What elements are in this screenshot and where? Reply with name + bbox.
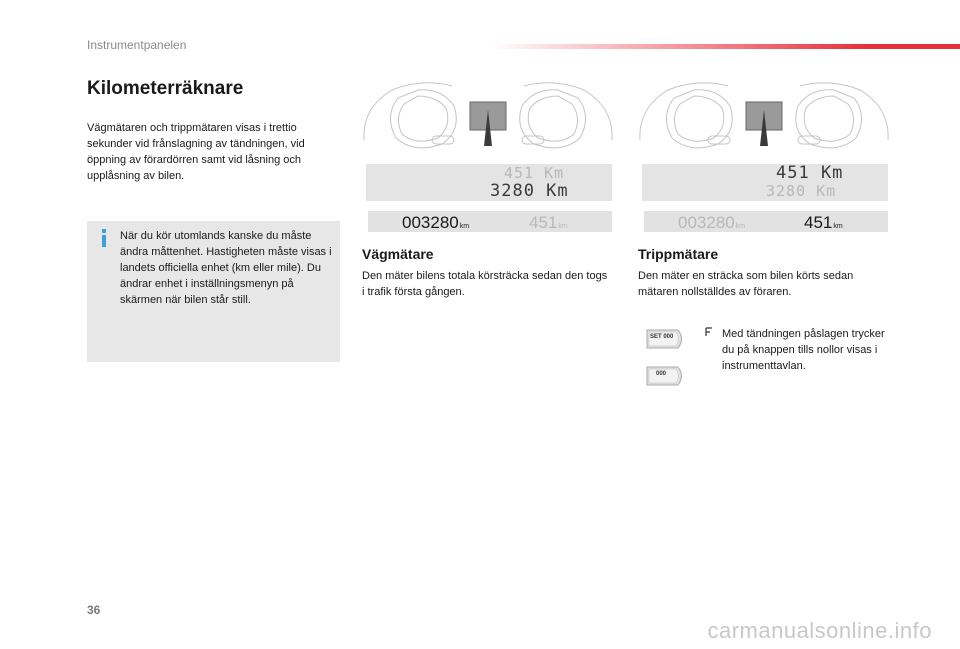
trip-total-unit: km	[735, 223, 746, 230]
info-text: När du kör utomlands kanske du måste ändra måttenhet. Hastigheten måste visas i landets officiella enhet (km eller mile). Du ändrar enhet i inställningsmenyn på skärmen när bilen står still.	[120, 230, 332, 306]
trip-trip-unit: km	[833, 223, 843, 230]
header-title: Instrumentpanelen	[87, 38, 187, 52]
set-000-button-illustration	[644, 328, 686, 350]
dashboard-illustration-trip	[638, 78, 890, 158]
odometer-total-value: 003280	[402, 213, 459, 232]
watermark: carmanualsonline.info	[707, 618, 932, 643]
trip-trip-value: 451	[804, 213, 833, 232]
page-number: 36	[87, 603, 101, 617]
trip-lcd-display	[642, 164, 888, 201]
odometer-lcd-line-1: 451 Km	[504, 164, 565, 182]
odometer-description: Den mäter bilens totala körsträcka sedan den togs i trafik första gången.	[362, 270, 608, 298]
info-icon	[99, 229, 109, 247]
step-text: Med tändningen påslagen trycker du på knappen tills nollor visas i instrumenttavlan.	[722, 328, 885, 372]
trip-description: Den mäter en sträcka som bilen körts sedan mätaren nollställdes av föraren.	[638, 270, 854, 298]
section-title: Kilometerräknare	[87, 78, 244, 99]
odometer-trip-value: 451	[529, 213, 558, 232]
intro-paragraph: Vägmätaren och trippmätaren visas i trettio sekunder vid frånslagning av tändningen, vid öppning av förardörren samt vid låsning och upplåsning av bilen.	[87, 122, 305, 182]
odometer-title: Vägmätare	[362, 246, 434, 262]
trip-lcd-line-1: 451 Km	[776, 163, 844, 183]
odometer-lcd-line-2: 3280 Km	[490, 181, 569, 201]
set-000-label: SET 000	[650, 334, 674, 340]
trip-trip-readout	[804, 213, 843, 233]
header-accent-bar	[490, 44, 960, 49]
step-bullet-icon	[705, 327, 713, 340]
trip-total-value: 003280	[678, 213, 735, 232]
odometer-lcd-display	[366, 164, 612, 201]
trip-lcd-line-2: 3280 Km	[766, 182, 837, 200]
odometer-total-readout	[402, 213, 469, 233]
trip-title: Trippmätare	[638, 246, 719, 262]
odometer-trip-unit: km	[558, 223, 568, 230]
trip-total-readout	[678, 213, 745, 233]
000-button-illustration	[644, 365, 686, 387]
000-label: 000	[656, 371, 667, 377]
odometer-total-unit: km	[459, 223, 470, 230]
dashboard-illustration-odometer	[362, 78, 614, 158]
odometer-trip-readout	[529, 213, 568, 233]
